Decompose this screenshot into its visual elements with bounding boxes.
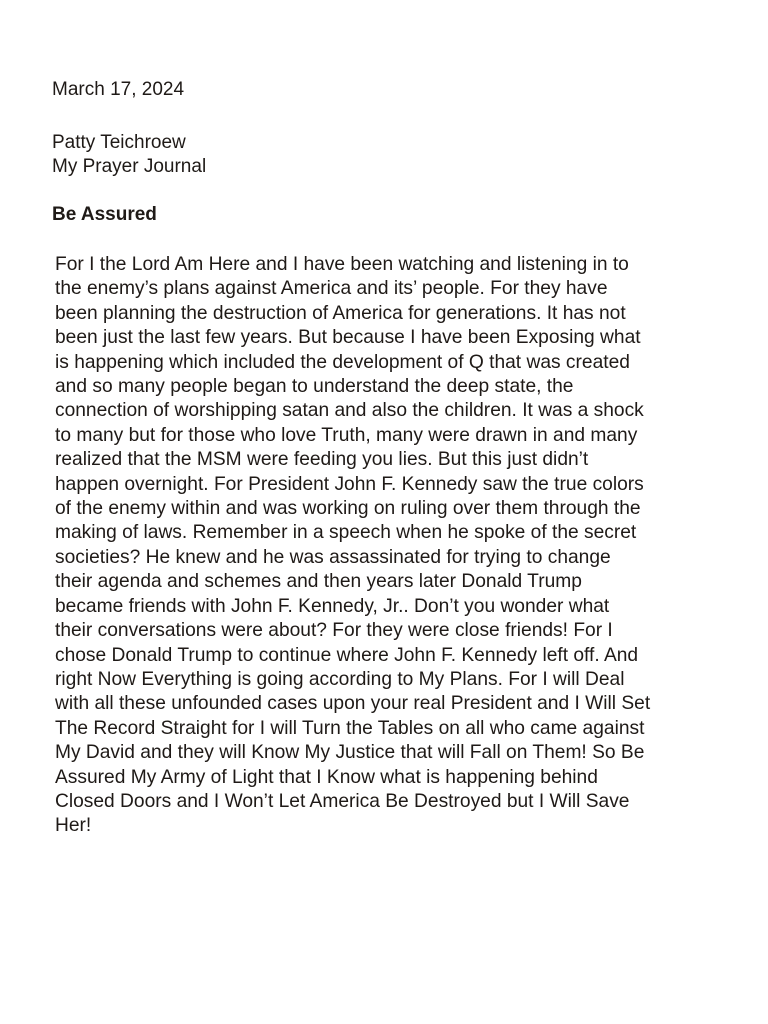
body-line: happen overnight. For President John F. Kennedy saw the true colors <box>55 473 644 495</box>
body-line: Assured My Army of Light that I Know what is happening behind <box>55 766 598 788</box>
body-line: and so many people began to understand the deep state, the <box>55 376 574 398</box>
body-line: For I the Lord Am Here and I have been watching and listening in to <box>55 254 629 275</box>
journal-name: My Prayer Journal <box>52 156 207 177</box>
body-line: connection of worshipping satan and also the children. It was a shock <box>55 400 644 422</box>
body-line: to many but for those who love Truth, many were drawn in and many <box>55 424 638 446</box>
body-line: The Record Straight for I will Turn the Tables on all who came against <box>55 717 645 739</box>
author-name: Patty Teichroew <box>52 132 186 153</box>
document-body <box>55 253 745 839</box>
body-line: is happening which included the development of Q that was created <box>55 351 630 373</box>
body-line: their agenda and schemes and then years later Donald Trump <box>55 571 582 593</box>
body-line: their conversations were about? For they were close friends! For I <box>55 620 613 642</box>
body-line: the enemy’s plans against America and its’ people. For they have <box>55 278 608 300</box>
body-line: of the enemy within and was working on ruling over them through the <box>55 498 641 520</box>
body-line: became friends with John F. Kennedy, Jr.. Don’t you wonder what <box>55 595 610 617</box>
body-line: with all these unfounded cases upon your real President and I Will Set <box>55 693 651 715</box>
body-line: right Now Everything is going according to My Plans. For I will Deal <box>55 668 625 690</box>
body-line: making of laws. Remember in a speech when he spoke of the secret <box>55 522 637 544</box>
body-line: realized that the MSM were feeding you lies. But this just didn’t <box>55 449 589 471</box>
body-line: been planning the destruction of America for generations. It has not <box>55 302 626 324</box>
document-date: March 17, 2024 <box>52 79 185 100</box>
body-line: societies? He knew and he was assassinated for trying to change <box>55 546 611 568</box>
author-block <box>52 131 206 179</box>
body-line: been just the last few years. But because I have been Exposing what <box>55 327 641 349</box>
document-title: Be Assured <box>52 204 157 225</box>
body-line: My David and they will Know My Justice that will Fall on Them! So Be <box>55 742 645 764</box>
body-line: chose Donald Trump to continue where John F. Kennedy left off. And <box>55 644 639 666</box>
body-line: Her! <box>55 815 92 837</box>
body-line: Closed Doors and I Won’t Let America Be Destroyed but I Will Save <box>55 790 630 812</box>
